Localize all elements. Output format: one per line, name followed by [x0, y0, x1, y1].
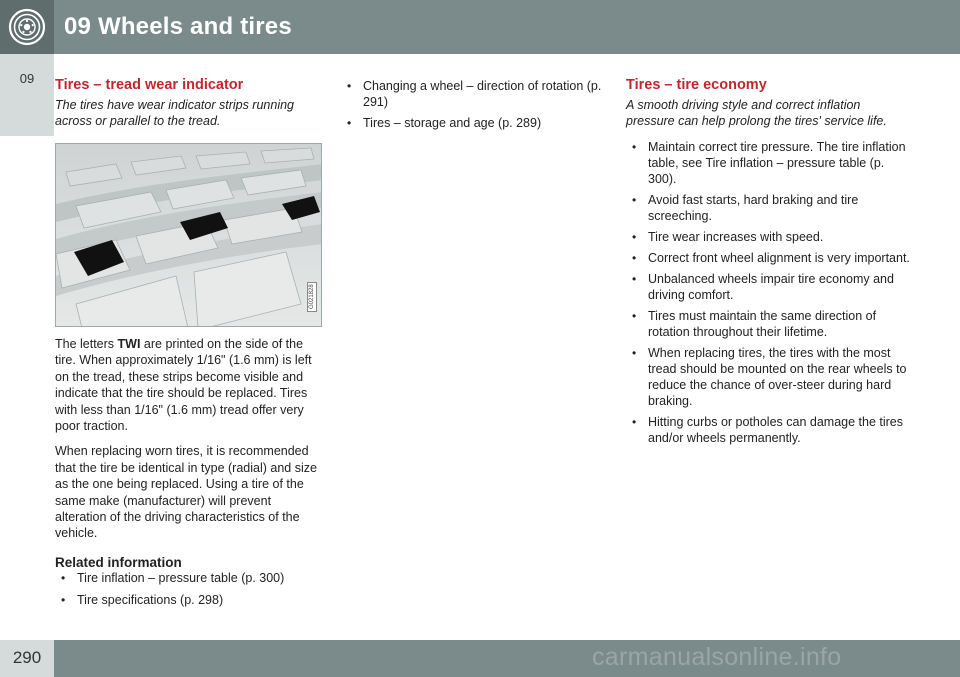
figure-id: G021828: [307, 282, 317, 312]
tread-wear-heading: Tires – tread wear indicator: [55, 77, 244, 93]
header-icon-box: [0, 0, 54, 54]
list-item: • Unbalanced wheels impair tire economy and driving comfort.: [626, 271, 911, 303]
twi-paragraph-prefix: The letters: [55, 337, 118, 351]
tire-economy-list: [626, 139, 911, 446]
tread-wear-section: [55, 77, 323, 614]
watermark: carmanualsonline.info: [592, 643, 842, 671]
tire-economy-section: [626, 77, 911, 451]
middle-column: [341, 78, 611, 136]
tire-economy-intro: A smooth driving style and correct inflation pressure can help prolong the tires' service life.: [626, 98, 887, 128]
related-link[interactable]: • Tire specifications (p. 298): [55, 592, 323, 608]
twi-paragraph: [55, 336, 323, 434]
related-link[interactable]: • Changing a wheel – direction of rotation (p. 291): [341, 78, 611, 110]
tread-wear-intro: The tires have wear indicator strips running across or parallel to the tread.: [55, 98, 295, 128]
page-title: 09 Wheels and tires: [64, 13, 292, 40]
chapter-tab: [0, 54, 54, 136]
related-link[interactable]: • Tires – storage and age (p. 289): [341, 115, 611, 131]
twi-paragraph-suffix: are printed on the side of the tire. When approximately 1/16" (1.6 mm) is left on the tread, these strips become visible and indicate that the tire should be replaced. Tires with less than 1/16" (1.6 mm) tread offer very poor traction.: [55, 337, 312, 434]
related-link[interactable]: • Tire inflation – pressure table (p. 300): [55, 570, 323, 586]
tread-wear-figure: [55, 143, 322, 327]
list-item: • Correct front wheel alignment is very important.: [626, 250, 911, 266]
page-number: 290: [12, 648, 42, 667]
related-info-heading: Related information: [55, 554, 182, 570]
related-info-list: [55, 570, 323, 608]
list-item: • Avoid fast starts, hard braking and tire screeching.: [626, 192, 911, 224]
twi-label: TWI: [117, 337, 141, 351]
related-info-list-continued: [341, 78, 611, 131]
list-item: • Tires must maintain the same direction of rotation throughout their lifetime.: [626, 308, 911, 340]
chapter-number: 09: [19, 71, 35, 86]
wheel-icon: [8, 8, 46, 46]
list-item: • Hitting curbs or potholes can damage the tires and/or wheels permanently.: [626, 414, 911, 446]
tire-tread-illustration: [56, 144, 322, 327]
tire-economy-heading: Tires – tire economy: [626, 77, 767, 93]
list-item: • Tire wear increases with speed.: [626, 229, 911, 245]
list-item: • When replacing tires, the tires with the most tread should be mounted on the rear wheels to reduce the chance of over-steer during hard braking.: [626, 345, 911, 409]
list-item: • Maintain correct tire pressure. The tire inflation table, see Tire inflation – pressure table (p. 300).: [626, 139, 911, 187]
replacement-paragraph: When replacing worn tires, it is recommended that the tire be identical in type (radial) and size as the one being replaced. Using a tire of the same make (manufacturer) will prevent alteration of the driving characteristics of the vehicle.: [55, 444, 317, 541]
